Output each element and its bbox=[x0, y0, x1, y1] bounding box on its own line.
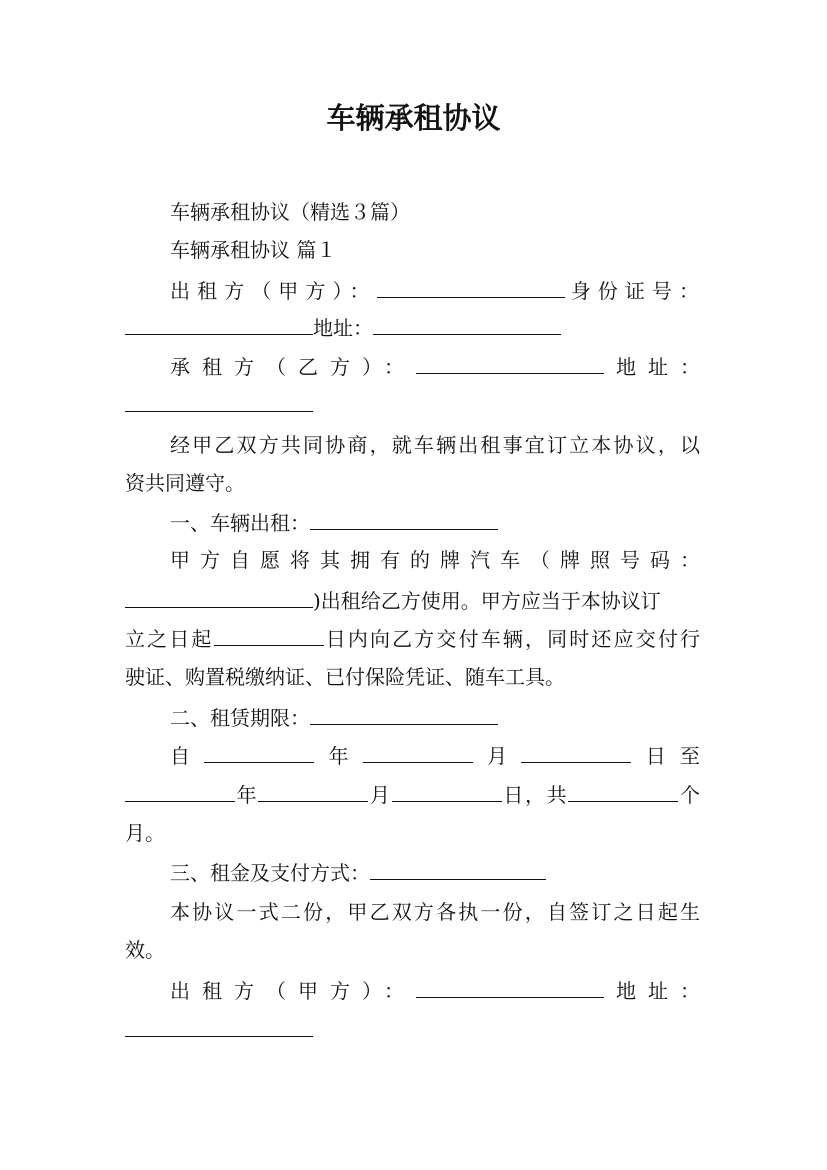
intro-line-2: 资共同遵守。 bbox=[125, 471, 245, 495]
item2-blank bbox=[310, 700, 498, 725]
sign-address-blank bbox=[125, 1012, 313, 1037]
end-day-blank bbox=[392, 777, 502, 802]
delivery-days-blank bbox=[214, 621, 324, 646]
id-number-blank bbox=[125, 310, 313, 335]
copies-line-2: 效。 bbox=[125, 938, 165, 962]
item1-line-c bbox=[125, 621, 700, 655]
end-month-label: 月 bbox=[368, 783, 392, 807]
lessee-address-blank bbox=[125, 387, 313, 412]
item1-blank bbox=[310, 505, 498, 530]
term-year-label: 年 bbox=[314, 744, 363, 768]
lessee-name-blank bbox=[416, 349, 604, 374]
term-day-to-label: 日至 bbox=[631, 744, 701, 768]
sign-address-label: 地址： bbox=[604, 979, 700, 1003]
end-year-label: 年 bbox=[235, 783, 259, 807]
section-title: 车辆承租协议 篇１ bbox=[170, 238, 337, 262]
sign-lessor-line bbox=[170, 973, 700, 1007]
end-day-total-label: 日，共 bbox=[501, 783, 569, 807]
item3-title: 三、租金及支付方式： bbox=[170, 861, 370, 885]
address-label: 地址： bbox=[313, 316, 373, 340]
item3-title-line bbox=[170, 855, 700, 889]
item1-line-b-text: )出租给乙方使用。甲方应当于本协议订 bbox=[313, 589, 661, 613]
term-start-line bbox=[170, 738, 700, 772]
end-month-blank bbox=[258, 777, 368, 802]
sign-lessor-blank bbox=[416, 973, 604, 998]
copies-line-1: 本协议一式二份，甲乙双方各执一份，自签订之日起生 bbox=[170, 900, 700, 924]
lessor-name-blank bbox=[377, 273, 565, 298]
term-end-line bbox=[125, 777, 700, 811]
address-blank bbox=[373, 310, 561, 335]
item1-line-c-text1: 立之日起 bbox=[125, 627, 214, 651]
item3-blank bbox=[370, 855, 546, 880]
item1-line-a: 甲方自愿将其拥有的牌汽车（牌照号码： bbox=[170, 548, 700, 572]
item1-title: 一、车辆出租： bbox=[170, 511, 310, 535]
plate-number-blank bbox=[125, 583, 313, 608]
start-month-blank bbox=[363, 738, 473, 763]
id-number-label: 身份证号： bbox=[564, 279, 701, 303]
sign-lessor-label: 出租方（甲方）： bbox=[170, 979, 416, 1003]
total-months-blank bbox=[568, 777, 678, 802]
item1-line-d: 驶证、购置税缴纳证、已付保险凭证、随车工具。 bbox=[125, 665, 565, 689]
lessee-label: 承租方（乙方）： bbox=[170, 355, 416, 379]
lessee-address-label: 地址： bbox=[604, 355, 700, 379]
id-address-line bbox=[125, 310, 700, 344]
term-end-month: 月。 bbox=[125, 821, 165, 845]
term-month-label: 月 bbox=[472, 744, 522, 768]
item1-line-b bbox=[125, 583, 700, 617]
item1-line-c-text2: 日内向乙方交付车辆，同时还应交付行 bbox=[323, 627, 701, 651]
sign-address-line bbox=[125, 1012, 700, 1046]
document-title: 车辆承租协议 bbox=[326, 101, 501, 135]
item1-title-line bbox=[170, 505, 700, 539]
lessor-line bbox=[170, 273, 700, 307]
lessor-label: 出租方（甲方）： bbox=[170, 279, 377, 303]
lessee-line bbox=[170, 349, 700, 383]
intro-line-1: 经甲乙双方共同协商，就车辆出租事宜订立本协议，以 bbox=[170, 433, 700, 457]
start-year-blank bbox=[204, 738, 314, 763]
term-from: 自 bbox=[170, 744, 205, 768]
item2-title: 二、租赁期限： bbox=[170, 706, 310, 730]
end-year-blank bbox=[125, 777, 235, 802]
lessee-address-line bbox=[125, 387, 700, 421]
start-day-blank bbox=[521, 738, 631, 763]
months-label: 个 bbox=[678, 783, 701, 807]
document-subtitle: 车辆承租协议（精选３篇） bbox=[170, 200, 410, 224]
item2-title-line bbox=[170, 700, 700, 734]
